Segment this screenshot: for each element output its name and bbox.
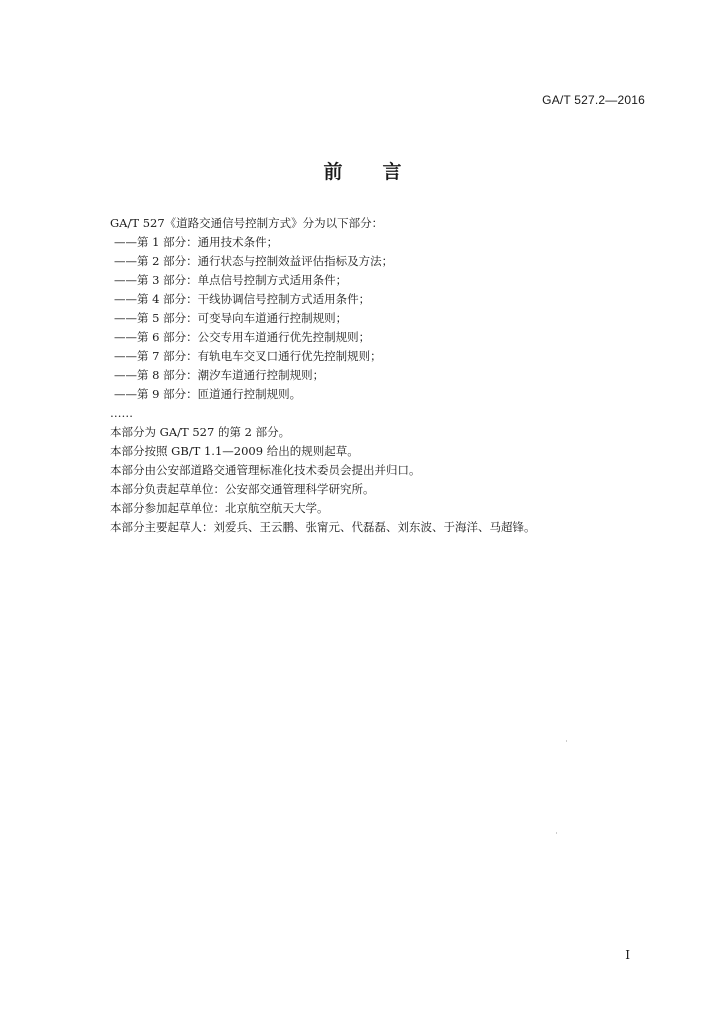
scan-speck [556, 832, 557, 834]
paragraph-main-drafters: 本部分主要起草人：刘爱兵、王云鹏、张甯元、代磊磊、刘东波、于海洋、马超锋。 [110, 520, 536, 534]
page-title: 前言 [323, 161, 442, 183]
list-item-part-6: ——第 6 部分：公交专用车道通行优先控制规则； [114, 330, 371, 344]
paragraph-part-statement: 本部分为 GA/T 527 的第 2 部分。 [110, 425, 291, 439]
list-item-part-7: ——第 7 部分：有轨电车交叉口通行优先控制规则； [114, 349, 382, 363]
paragraph-drafting-rule: 本部分按照 GB/T 1.1—2009 给出的规则起草。 [110, 444, 359, 458]
list-item-part-4: ——第 4 部分：干线协调信号控制方式适用条件； [114, 292, 371, 306]
paragraph-lead-drafter: 本部分负责起草单位：公安部交通管理科学研究所。 [110, 482, 375, 496]
scan-speck [566, 740, 567, 742]
foreword-body [110, 214, 650, 537]
paragraph-intro: GA/T 527《道路交通信号控制方式》分为以下部分： [110, 216, 384, 230]
list-item-part-9: ——第 9 部分：匝道通行控制规则。 [114, 387, 302, 401]
document-code: GA/T 527.2—2016 [542, 93, 645, 107]
list-item-part-2: ——第 2 部分：通行状态与控制效益评估指标及方法； [114, 254, 394, 268]
ellipsis: …… [110, 406, 133, 420]
paragraph-proposer: 本部分由公安部道路交通管理标准化技术委员会提出并归口。 [110, 463, 421, 477]
list-item-part-3: ——第 3 部分：单点信号控制方式适用条件； [114, 273, 348, 287]
list-item-part-5: ——第 5 部分：可变导向车道通行控制规则； [114, 311, 348, 325]
paragraph-participating-drafter: 本部分参加起草单位：北京航空航天大学。 [110, 501, 329, 515]
page-number: I [625, 948, 630, 962]
list-item-part-1: ——第 1 部分：通用技术条件； [114, 235, 279, 249]
list-item-part-8: ——第 8 部分：潮汐车道通行控制规则； [114, 368, 325, 382]
